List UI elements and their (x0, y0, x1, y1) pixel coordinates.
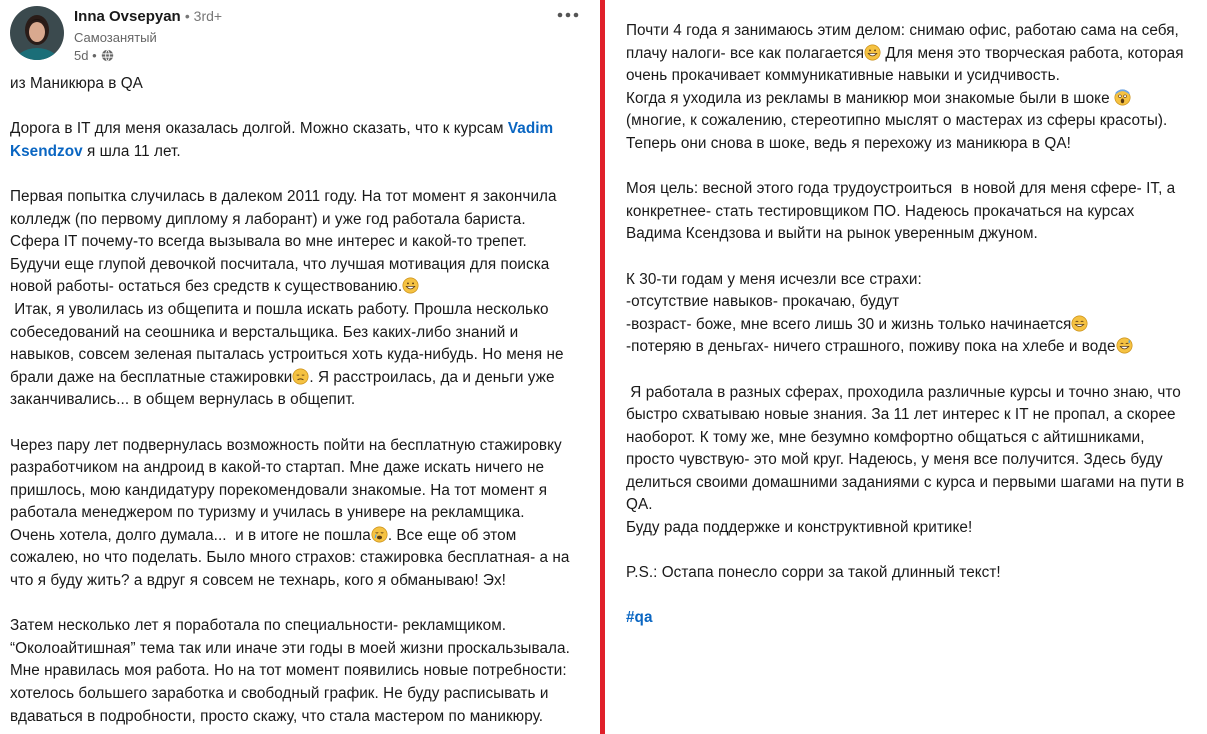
post-paragraph-3a: Итак, я уволилась из общепита и пошла искать работу. Прошла несколько собеседований на сеошника и верстальщика. Без каких-либо знаний и навыков, совсем зеленая пыталась устроиться хоть куда-нибудь. Но меня не брали даже на бесплатные стажировки (10, 300, 564, 386)
post-paragraph-intro-end: я шла 11 лет. (82, 142, 181, 160)
sweat-smile-emoji-icon (1071, 315, 1088, 332)
hashtag-link[interactable]: #qa (626, 609, 653, 627)
mention-link-continued[interactable]: Ksendzov (10, 142, 83, 160)
panel-divider (600, 0, 605, 734)
post-paragraph-8b: -потеряю в деньгах- ничего страшного, поживу пока на хлебе и воде (626, 338, 1116, 356)
post-paragraph-4a: Через пару лет подвернулась возможность пойти на бесплатную стажировку разработчиком на андроид в какой-то стартап. Мне даже искать ничего не пришлось, мою кандидатуру порекомендовали знакомые. На тот момент я работала менеджером по туризму и училась в универе на рекламщика. Очень хотела, долго думала... и в итоге не пошла (10, 436, 562, 544)
crying-emoji-icon (371, 526, 388, 543)
post-panel-right (607, 0, 1207, 734)
connection-degree: • 3rd+ (184, 8, 223, 24)
globe-icon (101, 49, 114, 62)
post-line-title: из Маникюра в QA (10, 75, 143, 92)
post-paragraph-3b: . Я расстроилась, да и деньги уже заканчивались... в общем вернулась в общепит. (10, 368, 555, 409)
post-paragraph-6a: Почти 4 года я занимаюсь этим делом: снимаю офис, работаю сама на себя, плачу налоги- все как полагается (626, 22, 1179, 62)
post-time: 5d • (74, 48, 97, 63)
post-body-right (626, 20, 1184, 630)
grinning-emoji-icon (402, 277, 419, 294)
grin-sweat-emoji-icon (1116, 337, 1133, 354)
avatar[interactable] (10, 6, 64, 60)
author-name[interactable]: Inna Ovsepyan (74, 8, 181, 25)
post-panel-left (0, 0, 600, 734)
post-body-left (10, 73, 570, 728)
post-paragraph-10: P.S.: Остапа понесло сорри за такой длинный текст! (626, 564, 1001, 582)
more-options-button[interactable] (552, 2, 584, 28)
post-paragraph-2: Первая попытка случилась в далеком 2011 году. На тот момент я закончила колледж (по первому диплому я лаборант) и уже год работала бариста. Сфера IT почему-то всегда вызывала во мне интерес и какой-то трепет. Будучи еще глупой девочкой посчитала, что лучшая мотивация для поиска новой работы- остаться без средств к существованию. (10, 187, 557, 296)
screaming-emoji-icon (1114, 89, 1131, 106)
post-meta (74, 48, 114, 63)
post-paragraph-6b: Для меня это творческая работа, которая очень прокачивает коммуникативные навыки и усидчивость. Когда я уходила из рекламы в маникюр мои знакомые были в шоке (626, 44, 1184, 107)
more-dots-icon (556, 11, 580, 19)
post-paragraph-intro: Дорога в IT для меня оказалась долгой. Можно сказать, что к курсам (10, 120, 508, 138)
post-paragraph-6c: (многие, к сожалению, стереотипно мыслят о мастерах из сферы красоты). Теперь они снова в шоке, ведь я перехожу из маникюра в QA! (626, 112, 1168, 152)
clipped-top-line-mask (607, 0, 1207, 12)
post-paragraph-7: Моя цель: весной этого года трудоустроиться в новой для меня сфере- IT, а конкретнее- стать тестировщиком ПО. Надеюсь прокачаться на курсах Вадима Ксендзова и выйти на рынок уверенным джуном. (626, 180, 1176, 243)
post-paragraph-4b: . Все еще об этом сожалею, но что поделать. Было много страхов: стажировка бесплатная- а на что я буду жить? а вдруг я совсем не технарь, кого я обманываю! Эх! (10, 526, 570, 590)
post-paragraph-8a: К 30-ти годам у меня исчезли все страхи: -отсутствие навыков- прокачаю, будут -возраст- боже, мне всего лишь 30 и жизнь только начинается (626, 270, 1072, 333)
author-line (74, 8, 222, 25)
post-paragraph-9: Я работала в разных сферах, проходила различные курсы и точно знаю, что быстро схватываю новые знания. За 11 лет интерес к IT не пропал, а скорее наоборот. К тому же, мне безумно комфортно общаться с айтишниками, просто чувствую- это мой круг. Надеюсь, у меня все получится. Здесь буду делиться своими домашними заданиями с курса и первыми шагами на пути в QA. Буду рада поддержке и конструктивной критике! (626, 383, 1185, 537)
disappointed-emoji-icon (292, 368, 309, 385)
mention-link[interactable]: Vadim (507, 120, 554, 138)
grinning-emoji-icon (864, 44, 881, 61)
author-headline: Самозанятый (74, 30, 157, 45)
post-paragraph-5: Затем несколько лет я поработала по специальности- рекламщиком. “Околоайтишная” тема так или иначе эти годы в моей жизни проскальзывала. Мне нравилась моя работа. Но на тот момент появились новые потребности: хотелось большего заработка и свободный график. Не буду расписывать и вдаваться в подробности, просто скажу, что стала мастером по маникюру. (10, 617, 570, 725)
